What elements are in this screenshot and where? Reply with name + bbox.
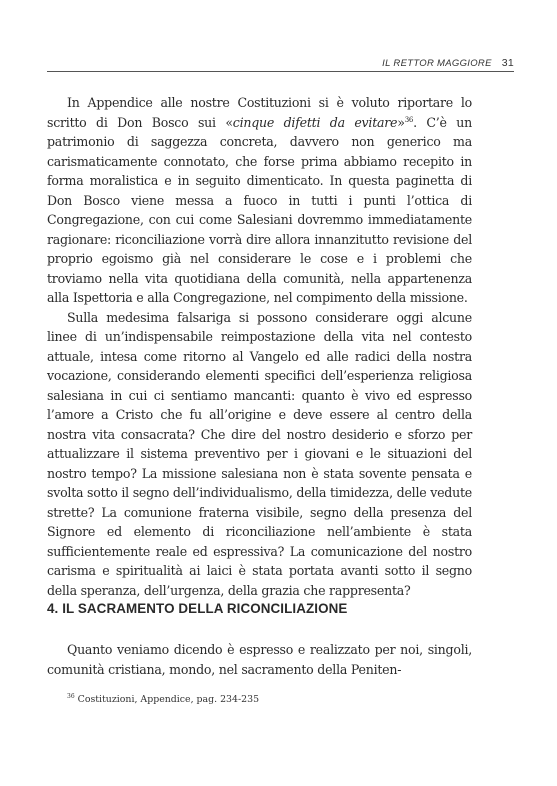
running-title: IL RETTOR MAGGIORE: [382, 58, 492, 69]
paragraph-1-text-end: . C’è un patrimonio di saggezza concreta, davvero non generico ma carismaticamente connotato, che forse prima abbiamo recepito in forma moralistica e in seguito dimenticato. In questa paginetta di Don Bosco viene messa a fuoco in tutti i punti l’ottica di Congregazione, con cui come Salesiani dovremmo immediatamente ragionare: riconciliazione vorrà dire allora innanzitutto revisione del proprio egoismo già nel considerare le cose e i problemi che troviamo nella vita quotidiana della comunità, nella appartenenza alla Ispettoria e alla Congregazione, nel compimento della missione.: [47, 114, 473, 305]
section-heading: 4. IL SACRAMENTO DELLA RICONCILIAZIONE: [47, 601, 348, 616]
main-text: [47, 93, 472, 600]
paragraph-1: [47, 93, 472, 308]
footnote-reference[interactable]: 36: [404, 115, 414, 124]
footnote-text: Costituzioni, Appendice, pag. 234-235: [77, 694, 260, 705]
section-paragraph: Quanto veniamo dicendo è espresso e realizzato per noi, singoli, comunità cristiana, mondo, nel sacramento della Peniten-: [47, 642, 472, 677]
paragraph-2: Sulla medesima falsariga si possono considerare oggi alcune linee di un’indispensabile reimpostazione della vita nel contesto attuale, intesa come ritorno al Vangelo ed alle radici della nostra vocazione, considerando elementi specifici dell’esperienza religiosa salesiana in cui ci sentiamo mancanti: quanto è vivo ed espresso l’amore a Cristo che fu all’origine e deve essere al centro della nostra vita consacrata? Che dire del nostro desiderio e sforzo per attualizzare il sistema preventivo per i giovani e le situazioni del nostro tempo? La missione salesiana non è stata sovente pensata e svolta sotto il segno dell’individualismo, della timidezza, delle vedute strette? La comunione fraterna visibile, segno della presenza del Signore ed elemento di riconciliazione nell’ambiente è stata sufficientemente reale ed espressiva? La comunicazione del nostro carisma e spiritualità ai laici è stata portata avanti sotto il segno della speranza, dell’urgenza, della grazia che rappresenta?: [47, 309, 472, 598]
paragraph-1-text-start: In Appendice alle nostre Costituzioni si è voluto riportare lo scritto di Don Bosco sui «: [47, 95, 472, 130]
footnote-number: 36: [67, 692, 75, 700]
quoted-title: cinque difetti da evitare: [232, 114, 398, 130]
header-rule: [47, 71, 514, 72]
footnote: [67, 694, 259, 705]
page-number: 31: [501, 57, 514, 69]
closing-quote: »: [397, 114, 405, 130]
running-header: [47, 55, 514, 69]
